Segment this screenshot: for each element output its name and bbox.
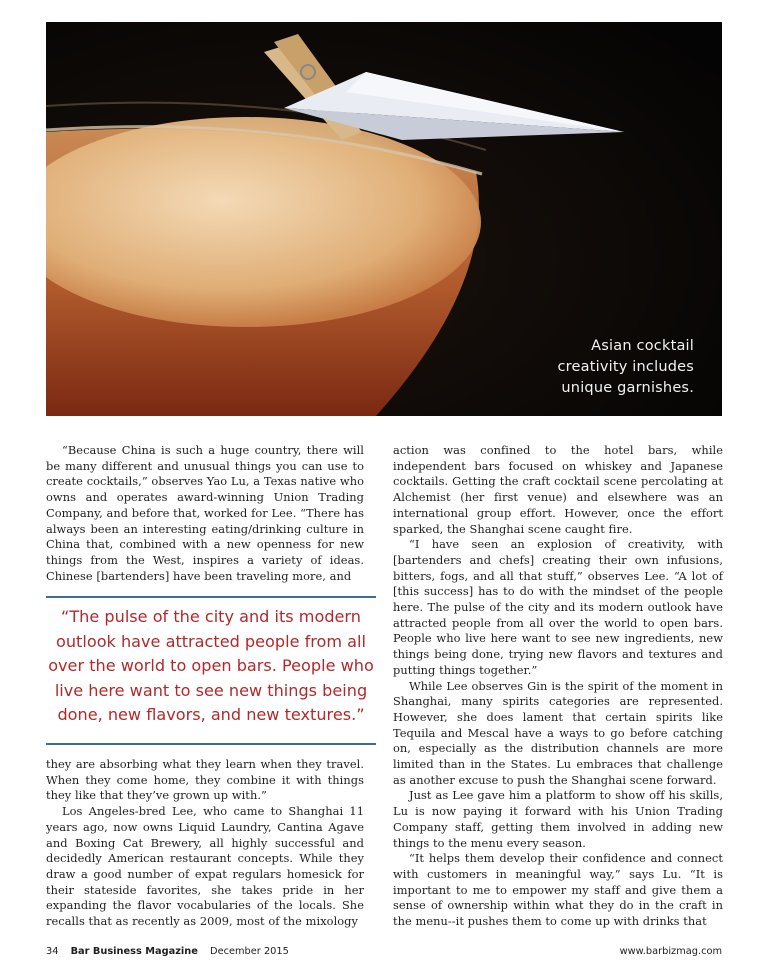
page-footer (46, 946, 722, 962)
article-paragraph: “I have seen an explosion of creativity, with [bartenders and chefs] creating their own infusions, bitters, fogs, and all that stuff,” observes Lee. “A lot of [this success] has to do with the mindset of the people here. The pulse of the city and its modern outlook have attracted people from all over the world to open bars. People who live here want to see new ingredients, new things being done, trying new flavors and textures and putting things together.” (393, 537, 723, 677)
article-paragraph: While Lee observes Gin is the spirit of the moment in Shanghai, many spirits categories are represented. However, she does lament that certain spirits like Tequila and Mescal have a ways to go before catching on, especially as the distribution channels are more limited than in the States. Lu embraces that challenge as another excuse to push the Shanghai scene forward. (393, 678, 723, 787)
photo-caption (557, 336, 694, 399)
article-paragraph: “Because China is such a huge country, there will be many different and unusual things you can use to create cocktails,” observes Yao Lu, a Texas native who owns and operates award-winning Union Trading Company, and before that, worked for Lee. “There has always been an interesting eating/drinking culture in China that, combined with a new openness for new things from the West, inspires a variety of ideas. Chinese [bartenders] have been traveling more, and (46, 443, 364, 583)
article-column-left-top (46, 443, 364, 584)
article-paragraph: Just as Lee gave him a platform to show off his skills, Lu is now paying it forward with his Union Trading Company staff, getting them involved in adding new things to the menu every season. (393, 788, 723, 850)
article-paragraph: action was confined to the hotel bars, while independent bars focused on whiskey and Japanese cocktails. Getting the craft cocktail scene percolating at Alchemist (her first venue) and elsewhere was an international group effort. However, once the effort sparked, the Shanghai scene caught fire. (393, 443, 723, 536)
article-paragraph: they are absorbing what they learn when they travel. When they come home, they combine it with things they like that they’ve grown up with.” (46, 757, 364, 803)
page-top-edge (0, 0, 768, 8)
caption-line: unique garnishes. (561, 380, 694, 396)
article-column-right (393, 443, 723, 930)
caption-line: Asian cocktail (591, 338, 694, 354)
caption-line: creativity includes (557, 359, 694, 375)
issue-date: December 2015 (210, 946, 289, 957)
website-link[interactable]: www.barbizmag.com (619, 946, 722, 957)
article-column-left-bottom (46, 757, 364, 930)
pull-quote-rule-bottom (46, 743, 376, 745)
article-paragraph: Los Angeles-bred Lee, who came to Shanghai 11 years ago, now owns Liquid Laundry, Cantina Agave and Boxing Cat Brewery, all highly successful and decidedly American restaurant concepts. While they draw a good number of expat regulars homesick for their stateside favorites, she takes pride in her expanding the flavor vocabularies of the locals. She recalls that as recently as 2009, most of the mixology (46, 804, 364, 929)
pull-quote-rule-top (46, 596, 376, 598)
hero-photo (46, 22, 722, 416)
magazine-name: Bar Business Magazine (70, 946, 198, 957)
article-paragraph: “It helps them develop their confidence and connect with customers in meaningful way,” says Lu. “It is important to me to empower my staff and give them a sense of ownership within what they do in the craft in the menu--it pushes them to come up with drinks that (393, 851, 723, 929)
pull-quote: “The pulse of the city and its modern outlook have attracted people from all over the world to open bars. People who live here want to see new things being done, new flavors, and new textures.” (48, 607, 374, 725)
page-number: 34 (46, 946, 59, 957)
